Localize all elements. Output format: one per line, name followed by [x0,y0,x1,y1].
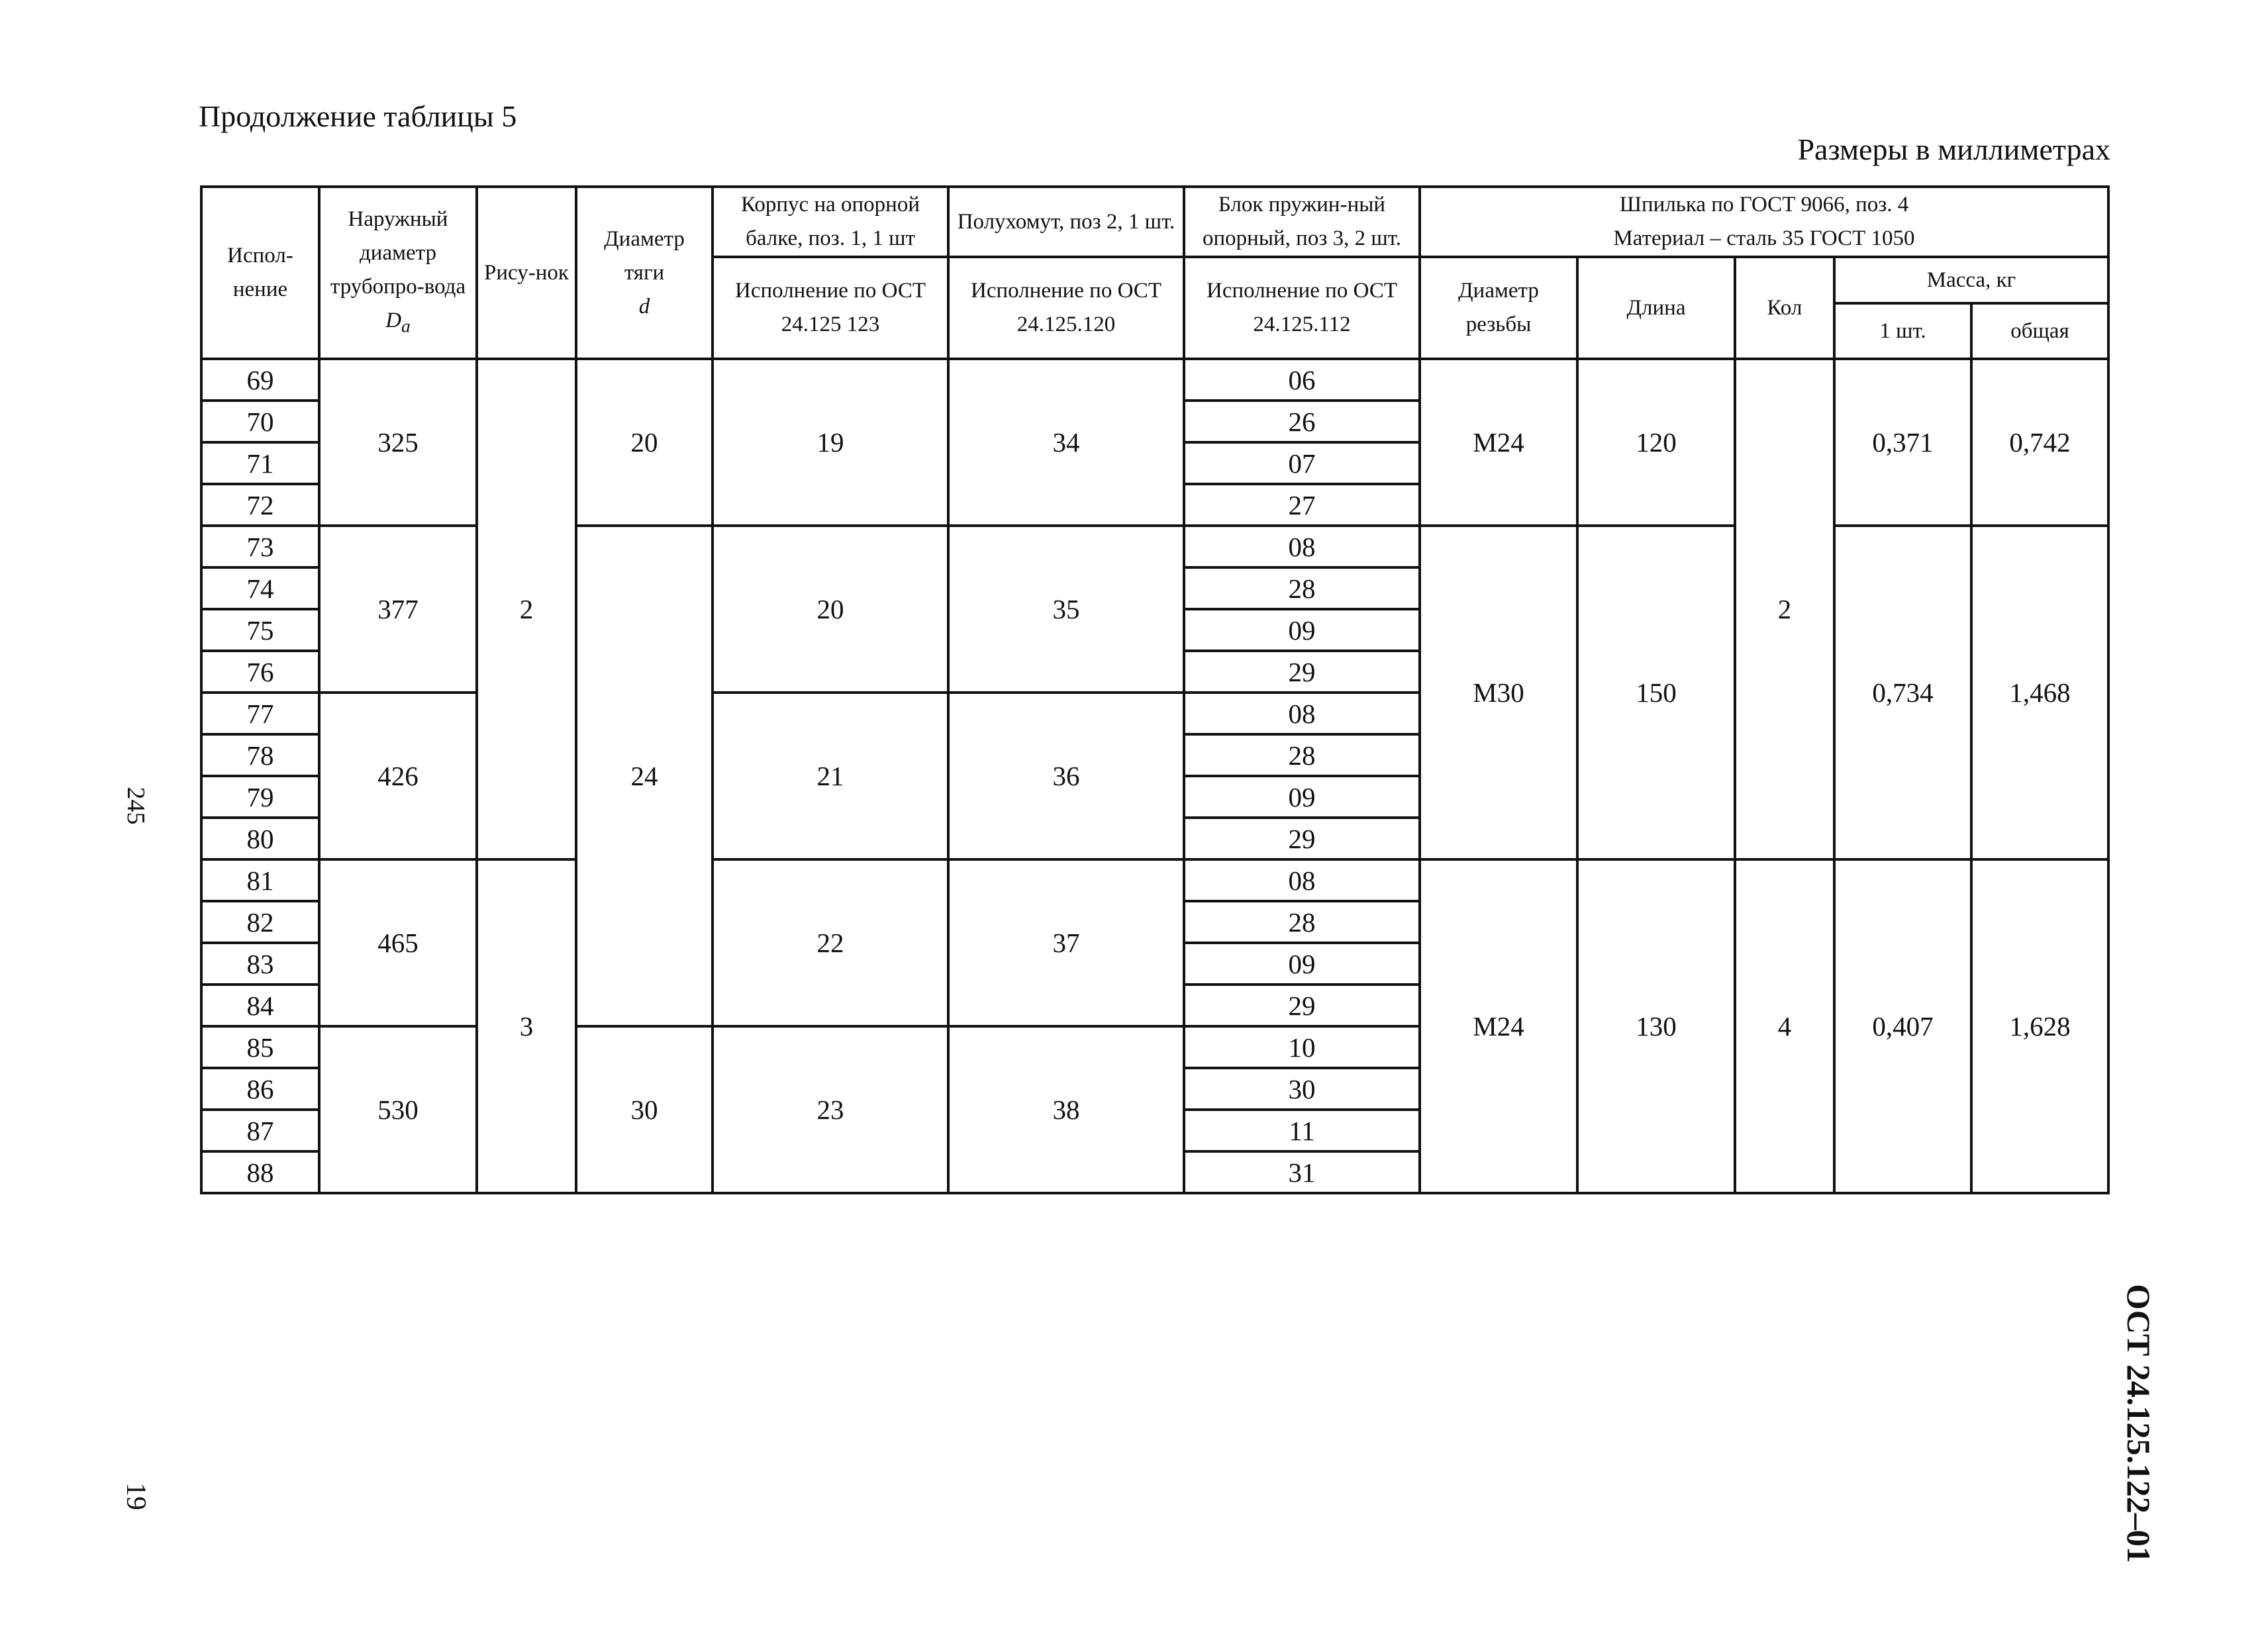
length-cell: 150 [1577,526,1735,859]
ispolnenie-cell: 82 [201,901,319,943]
ispolnenie-cell: 79 [201,776,319,818]
qty-cell: 2 [1735,359,1834,859]
ispolnenie-cell: 83 [201,943,319,985]
page-number: 245 [122,787,150,825]
ispolnenie-cell: 85 [201,1026,319,1068]
halfclamp-version-cell: 34 [948,359,1184,526]
ispolnenie-cell: 77 [201,693,319,734]
mass-total-cell: 1,628 [1971,859,2108,1193]
figure-cell: 2 [477,359,576,859]
outer-diameter-cell: 426 [319,693,477,859]
spring-version-cell: 08 [1184,859,1420,901]
rod-diameter-cell: 24 [576,526,713,1026]
spring-version-cell: 09 [1184,943,1420,985]
header-outer-diameter [319,187,477,359]
housing-version-cell: 23 [713,1026,948,1193]
halfclamp-version-cell: 38 [948,1026,1184,1193]
mass-one-cell: 0,371 [1834,359,1971,526]
spring-version-cell: 08 [1184,693,1420,734]
ispolnenie-cell: 78 [201,734,319,776]
header-housing: Корпус на опорной балке, поз. 1, 1 шт [713,187,948,257]
header-mass-total: общая [1971,303,2108,359]
header-housing-version: Исполнение по ОСТ 24.125 123 [713,257,948,359]
outer-diameter-cell: 530 [319,1026,477,1193]
header-qty: Кол [1735,257,1834,359]
spring-version-cell: 27 [1184,484,1420,526]
header-rod-diameter-label: Диаметр тяги [604,226,685,285]
mass-one-cell: 0,407 [1834,859,1971,1193]
header-spring-version: Исполнение по ОСТ 24.125.112 [1184,257,1420,359]
housing-version-cell: 21 [713,693,948,859]
spring-version-cell: 30 [1184,1068,1420,1110]
ispolnenie-cell: 76 [201,651,319,693]
spring-version-cell: 10 [1184,1026,1420,1068]
header-outer-diameter-label: Наружный диаметр трубопро-вода [330,207,466,299]
table-caption: Продолжение таблицы 5 [199,99,517,133]
ispolnenie-cell: 87 [201,1110,319,1151]
header-rod-diameter [576,187,713,359]
mass-total-cell: 1,468 [1971,526,2108,859]
housing-version-cell: 22 [713,859,948,1026]
header-thread-diameter: Диаметр резьбы [1420,257,1577,359]
header-figure: Рису-нок [477,187,576,359]
mass-total-cell: 0,742 [1971,359,2108,526]
units-note: Размеры в миллиметрах [1797,132,2110,166]
spring-version-cell: 06 [1184,359,1420,401]
header-stud-line2: Материал – сталь 35 ГОСТ 1050 [1613,226,1915,250]
qty-cell: 4 [1735,859,1834,1193]
thread-diameter-cell: M30 [1420,526,1577,859]
header-halfclamp: Полухомут, поз 2, 1 шт. [948,187,1184,257]
spring-version-cell: 26 [1184,401,1420,442]
thread-diameter-cell: M24 [1420,359,1577,526]
ispolnenie-cell: 80 [201,818,319,859]
halfclamp-version-cell: 35 [948,526,1184,693]
spring-version-cell: 09 [1184,776,1420,818]
ispolnenie-cell: 86 [201,1068,319,1110]
header-ispolnenie: Испол-нение [201,187,319,359]
length-cell: 120 [1577,359,1735,526]
outer-diameter-cell: 325 [319,359,477,526]
header-rod-diameter-symbol: d [638,294,650,318]
ispolnenie-cell: 81 [201,859,319,901]
spring-version-cell: 07 [1184,442,1420,484]
spring-version-cell: 08 [1184,526,1420,567]
rod-diameter-cell: 30 [576,1026,713,1193]
table-row [201,859,2108,901]
figure-cell: 3 [477,859,576,1193]
table-row [201,359,2108,401]
spring-version-cell: 29 [1184,818,1420,859]
thread-diameter-cell: M24 [1420,859,1577,1193]
ispolnenie-cell: 88 [201,1151,319,1193]
header-mass-one: 1 шт. [1834,303,1971,359]
mass-one-cell: 0,734 [1834,526,1971,859]
sheet-number: 19 [121,1482,151,1510]
spring-version-cell: 09 [1184,609,1420,651]
outer-diameter-cell: 465 [319,859,477,1026]
ispolnenie-cell: 70 [201,401,319,442]
header-spring-block: Блок пружин-ный опорный, поз 3, 2 шт. [1184,187,1420,257]
ispolnenie-cell: 75 [201,609,319,651]
spring-version-cell: 28 [1184,901,1420,943]
ispolnenie-cell: 74 [201,567,319,609]
halfclamp-version-cell: 37 [948,859,1184,1026]
spring-version-cell: 29 [1184,651,1420,693]
length-cell: 130 [1577,859,1735,1193]
halfclamp-version-cell: 36 [948,693,1184,859]
specification-table [200,185,2110,1194]
header-stud-line1: Шпилька по ГОСТ 9066, поз. 4 [1619,193,1909,217]
spring-version-cell: 29 [1184,985,1420,1026]
ispolnenie-cell: 71 [201,442,319,484]
header-length: Длина [1577,257,1735,359]
header-mass: Масса, кг [1834,257,2108,303]
ispolnenie-cell: 72 [201,484,319,526]
outer-diameter-cell: 377 [319,526,477,693]
housing-version-cell: 19 [713,359,948,526]
ispolnenie-cell: 84 [201,985,319,1026]
spring-version-cell: 28 [1184,734,1420,776]
rod-diameter-cell: 20 [576,359,713,526]
spring-version-cell: 11 [1184,1110,1420,1151]
housing-version-cell: 20 [713,526,948,693]
spring-version-cell: 31 [1184,1151,1420,1193]
spring-version-cell: 28 [1184,567,1420,609]
header-halfclamp-version: Исполнение по ОСТ 24.125.120 [948,257,1184,359]
header-stud [1420,187,2108,257]
header-outer-diameter-symbol: $D_a$ [385,309,411,336]
document-code: ОСТ 24.125.122–01 [2120,1284,2157,1563]
ispolnenie-cell: 73 [201,526,319,567]
ispolnenie-cell: 69 [201,359,319,401]
